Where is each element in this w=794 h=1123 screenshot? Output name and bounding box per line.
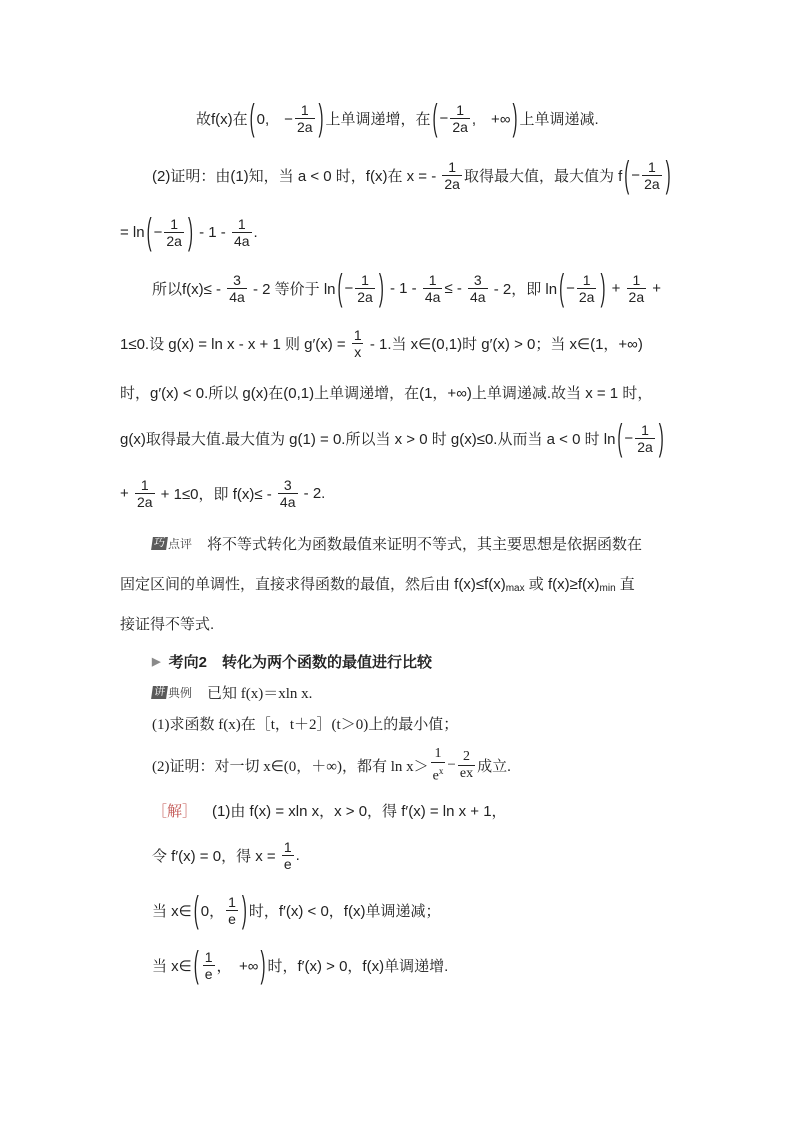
right-paren: ) <box>378 266 384 310</box>
fraction-denominator: e <box>283 855 292 872</box>
text-run: 上单调递增，在 <box>325 110 431 128</box>
fraction-numerator: 1 <box>434 745 442 761</box>
text-run: . <box>253 223 258 241</box>
proof-line <box>120 471 325 515</box>
fraction-numerator: 1 <box>283 838 292 855</box>
text-run: - 2，即 ln <box>489 280 558 298</box>
text-run: − <box>344 279 354 297</box>
fraction <box>423 272 443 305</box>
left-paren: ( <box>146 210 152 254</box>
text-run: (2)证明：对一切 x∈(0，＋∞)，都有 ln x＞ <box>152 758 429 775</box>
fraction <box>295 102 315 135</box>
parenthesized-group <box>557 266 607 310</box>
left-paren: ( <box>193 943 199 987</box>
fraction-denominator: 2a <box>357 288 373 305</box>
text-run: - 2. <box>299 484 326 502</box>
right-paren: ) <box>260 943 266 987</box>
text-run: − <box>447 756 456 773</box>
left-paren: ( <box>432 96 438 140</box>
paren-content <box>154 216 186 249</box>
parenthesized-group <box>192 943 268 987</box>
fraction <box>282 839 294 872</box>
fraction <box>442 159 462 192</box>
text-run: - 1.当 x∈(0,1)时 g′(x) > 0；当 x∈(1，+∞) <box>365 335 643 353</box>
badge-icon: 巧 <box>151 537 168 550</box>
section-badge <box>152 684 192 701</box>
text-run: . <box>295 846 300 864</box>
fraction-denominator: e <box>228 910 236 927</box>
solution-line <box>152 943 448 987</box>
text-run: 0, − <box>256 110 293 128</box>
paren-content <box>257 102 317 135</box>
text-run: − <box>631 166 641 184</box>
paren-content <box>201 949 259 982</box>
text-run: + <box>120 484 133 502</box>
fraction-denominator <box>431 762 446 785</box>
proof-line <box>152 266 661 310</box>
fraction <box>226 894 238 927</box>
left-paren: ( <box>617 416 623 460</box>
solution-line <box>152 888 440 932</box>
proof-line <box>120 321 643 365</box>
text-run: 故f(x)在 <box>196 110 248 128</box>
fraction <box>458 749 475 782</box>
fraction <box>278 477 298 510</box>
text-run: 取得最大值，最大值为 f <box>463 167 623 185</box>
text-run: e <box>432 768 439 784</box>
paren-content <box>566 272 598 305</box>
fraction-denominator: 4a <box>424 288 441 305</box>
text-run: (1)由 f(x) = xln x，x > 0，得 f′(x) = ln x + 1， <box>197 802 507 820</box>
text-run: 成立. <box>477 758 511 775</box>
comment-line <box>120 561 635 605</box>
fraction <box>355 272 375 305</box>
proof-line <box>196 96 599 140</box>
fraction <box>227 272 247 305</box>
proof-line <box>152 153 673 197</box>
text-run: g(x)取得最大值.最大值为 g(1) = 0.所以当 x > 0 时 g(x)≤0.从而当 a < 0 时 ln <box>120 430 616 448</box>
triangle-arrow-icon: ▶ <box>152 655 161 668</box>
text-run: - 2 等价于 ln <box>248 280 336 298</box>
text-run: ， +∞ <box>216 957 259 975</box>
left-paren: ( <box>249 96 255 140</box>
parenthesized-group <box>145 210 195 254</box>
fraction <box>577 272 597 305</box>
fraction <box>642 159 662 192</box>
fraction-numerator: 1 <box>237 215 246 232</box>
superscript: x <box>438 765 444 776</box>
parenthesized-group <box>615 416 665 460</box>
solution-line <box>152 788 507 832</box>
text-run: 0， <box>200 902 225 920</box>
badge-label: 点评 <box>168 536 193 551</box>
text-run: + <box>607 279 625 297</box>
fraction <box>135 477 155 510</box>
fraction-denominator: 4a <box>233 232 250 249</box>
right-paren: ) <box>187 210 193 254</box>
fraction-numerator: 1 <box>647 158 656 175</box>
text-run: + <box>648 279 662 297</box>
left-paren: ( <box>624 153 630 197</box>
fraction <box>468 272 488 305</box>
fraction-denominator: 2a <box>166 232 182 249</box>
text-run: (1)求函数 f(x)在［t，t＋2］(t＞0)上的最小值； <box>152 716 459 733</box>
text-run: − <box>153 223 163 241</box>
text-run: 直 <box>615 575 635 593</box>
fraction-numerator: 1 <box>353 326 362 343</box>
left-paren: ( <box>193 888 199 932</box>
text-run: = ln <box>120 223 145 241</box>
example-line <box>152 701 458 745</box>
paren-content <box>440 102 511 135</box>
fraction <box>203 949 215 982</box>
fraction-numerator: 2 <box>462 748 470 764</box>
fraction <box>450 102 470 135</box>
fraction-numerator: 1 <box>170 215 179 232</box>
text-run: 或 f(x)≥f(x) <box>524 575 600 593</box>
fraction-numerator: 1 <box>228 893 236 910</box>
fraction-numerator: 1 <box>641 421 649 438</box>
text-run: 所以f(x)≤ - <box>152 280 226 298</box>
fraction-denominator: ex <box>459 765 474 781</box>
text-run: 接证得不等式. <box>120 615 215 633</box>
text-run: 时，f′(x) > 0，f(x)单调递增. <box>267 957 449 975</box>
right-paren: ) <box>241 888 247 932</box>
left-paren: ( <box>337 266 343 310</box>
text-run: - 1 - <box>194 223 230 241</box>
text-run: 考向2 转化为两个函数的最值进行比较 <box>164 653 432 671</box>
fraction-numerator: 1 <box>428 271 437 288</box>
solution-line <box>152 833 300 877</box>
text-run: 当 x∈ <box>152 957 192 975</box>
fraction-numerator: 1 <box>204 948 213 965</box>
fraction <box>352 327 364 360</box>
text-run: + 1≤0，即 f(x)≤ - <box>156 485 276 503</box>
fraction-denominator: x <box>354 343 362 360</box>
left-paren: ( <box>559 266 565 310</box>
section-badge <box>152 535 192 552</box>
fraction-denominator: 2a <box>444 175 460 192</box>
paren-content <box>201 894 240 927</box>
text-run: 上单调递减. <box>519 110 599 128</box>
text-run: - 1 - <box>385 279 421 297</box>
text-run: 已知 f(x)＝xln x. <box>192 685 313 702</box>
text-run: (2)证明：由(1)知，当 a < 0 时，f(x)在 x = - <box>152 167 441 185</box>
text-run: 令 f′(x) = 0，得 x = <box>152 847 280 865</box>
proof-line <box>120 210 258 254</box>
fraction-denominator: 2a <box>296 118 313 135</box>
text-run: 当 x∈ <box>152 902 192 920</box>
badge-label: 典例 <box>168 685 193 700</box>
example-line <box>152 743 511 787</box>
paren-content <box>624 422 656 455</box>
fraction-denominator: 2a <box>637 438 653 455</box>
fraction-denominator: 2a <box>628 288 645 305</box>
fraction-numerator: 3 <box>473 271 482 288</box>
text-run: 时，g′(x) < 0.所以 g(x)在(0,1)上单调递增，在(1，+∞)上单调递减.故当 x = 1 时， <box>120 384 653 402</box>
text-run: , +∞ <box>471 110 511 128</box>
comment-line <box>152 521 642 565</box>
fraction-denominator: 4a <box>470 288 486 305</box>
parenthesized-group <box>336 266 386 310</box>
fraction-denominator: 4a <box>279 493 296 510</box>
fraction-numerator: 1 <box>300 101 309 118</box>
text-run: − <box>439 109 449 127</box>
proof-line <box>120 370 652 414</box>
fraction-denominator: 4a <box>229 288 245 305</box>
fraction <box>431 746 446 785</box>
fraction-numerator: 3 <box>233 271 241 288</box>
fraction-denominator: 2a <box>136 493 153 510</box>
text-run: 固定区间的单调性，直接求得函数的最值，然后由 f(x)≤f(x) <box>120 575 506 593</box>
fraction-numerator: 1 <box>361 271 369 288</box>
parenthesized-group <box>248 96 326 140</box>
fraction-numerator: 1 <box>632 271 641 288</box>
fraction <box>232 216 252 249</box>
right-paren: ) <box>658 416 664 460</box>
fraction <box>627 272 647 305</box>
fraction-denominator: e <box>204 965 213 982</box>
fraction <box>164 216 184 249</box>
right-paren: ) <box>318 96 324 140</box>
fraction-numerator: 1 <box>582 271 591 288</box>
text-run: 1≤0.设 g(x) = ln x - x + 1 则 g′(x) = <box>120 335 350 353</box>
parenthesized-group <box>431 96 520 140</box>
solution-label: ［解］ <box>152 802 198 820</box>
right-paren: ) <box>600 266 606 310</box>
text-run: 将不等式转化为函数最值来证明不等式，其主要思想是依据函数在 <box>192 535 643 553</box>
fraction-denominator: 2a <box>644 175 660 192</box>
text-run: 时，f′(x) < 0，f(x)单调递减； <box>248 902 441 920</box>
fraction <box>635 422 655 455</box>
text-run: − <box>566 279 575 297</box>
paren-content <box>631 159 663 192</box>
fraction-denominator: 2a <box>452 118 468 135</box>
badge-icon: 讲 <box>151 686 168 699</box>
subscript: max <box>505 582 525 594</box>
text-run: − <box>624 429 634 447</box>
proof-line <box>120 416 666 460</box>
fraction-numerator: 3 <box>283 476 292 493</box>
fraction-denominator: 2a <box>578 288 595 305</box>
fraction-numerator: 1 <box>448 158 457 175</box>
fraction-numerator: 1 <box>456 101 464 118</box>
right-paren: ) <box>665 153 671 197</box>
right-paren: ) <box>512 96 518 140</box>
fraction-numerator: 1 <box>140 476 149 493</box>
parenthesized-group <box>192 888 249 932</box>
parenthesized-group <box>622 153 672 197</box>
paren-content <box>345 272 377 305</box>
text-run: ≤ - <box>444 279 466 297</box>
subscript: min <box>599 582 616 594</box>
